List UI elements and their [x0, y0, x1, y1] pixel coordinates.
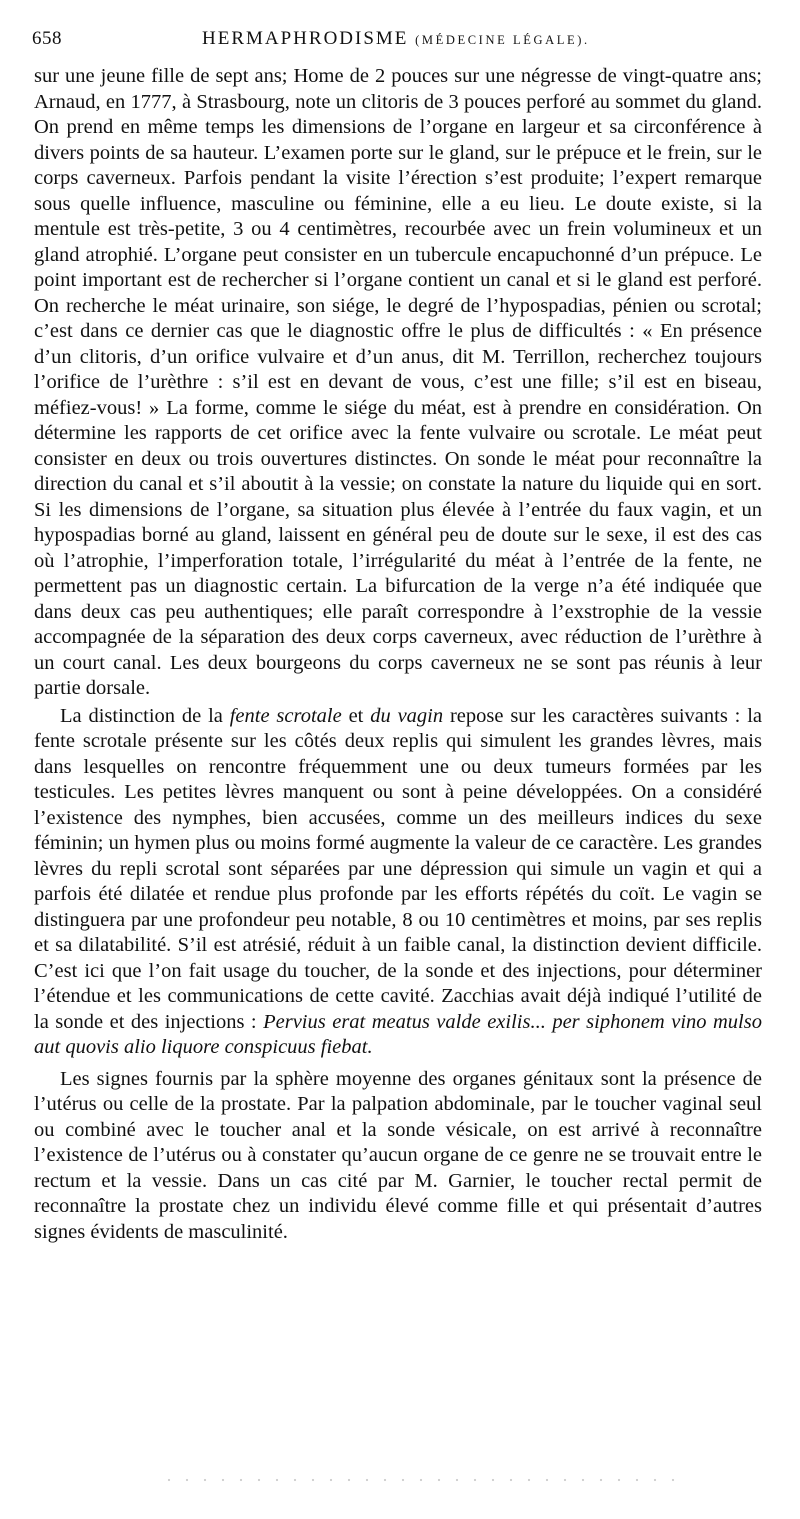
running-title-main: HERMAPHRODISME	[202, 28, 409, 49]
running-title	[202, 28, 590, 50]
print-show-through	[160, 1478, 680, 1482]
text-segment: Les signes fournis par la sphère moyenne des organes génitaux sont la présence de l’utérus ou celle de la prostate. Par la palpation abdominale, par le toucher vaginal seul ou combiné avec le toucher anal et la sonde vésicale, on est arrivé à reconnaître l’existence de l’utérus ou à constater qu’aucun organe de ce genre ne se trouvait entre le rectum et la vessie. Dans un cas cité par M. Garnier, le toucher rectal permit de reconnaître la prostate chez un individu élevé comme fille et qui présentait d’autres signes évidents de masculinité.	[34, 1067, 762, 1243]
body-text	[34, 64, 762, 1245]
paragraph-2	[34, 704, 762, 1061]
running-head	[32, 28, 762, 58]
text-segment: sur une jeune fille de sept ans; Home de 2 pouces sur une négresse de vingt-quatre ans; Arnaud, en 1777, à Strasbourg, note un clitoris de 3 pouces perforé au sommet du gland. On prend en même temps les dimensions de l’organe en largeur et sa circonférence à divers points de sa hauteur. L’examen porte sur le gland, sur le prépuce et le frein, sur le corps caverneux. Parfois pendant la visite l’érection s’est produite; l’expert remarque sous quelle influence, masculine ou féminine, elle a eu lieu. Le doute existe, si la mentule est très-petite, 3 ou 4 centimètres, recourbée avec un frein volumineux et un gland atrophié. L’organe peut consister en un tubercule encapuchonné d’un prépuce. Le point important est de rechercher si l’organe contient un canal et si le gland est perforé. On recherche le méat urinaire, son siége, le degré de l’hypospadias, pénien ou scrotal; c’est dans ce dernier cas que le diagnostic offre le plus de difficultés : « En présence d’un clitoris, d’un orifice vulvaire et d’un anus, dit M. Terrillon, recherchez toujours l’orifice de l’urèthre : s’il est en devant de vous, c’est une fille; s’il est en biseau, méfiez-vous! » La forme, comme le siége du méat, est à prendre en considération. On détermine les rapports de cet orifice avec la fente vulvaire ou scrotale. Le méat peut consister en deux ou trois ouvertures distinctes. On sonde le méat pour reconnaître la direction du canal et s’il aboutit à la vessie; on constate la nature du liquide qui en sort. Si les dimensions de l’organe, sa situation plus élevée à l’entrée du faux vagin, et un hypospadias borné au gland, laissent en général peu de doute sur le sexe, il est des cas où l’atrophie, l’imperforation totale, l’irrégularité du méat à l’entrée de la fente, ne permettent pas un diagnostic certain. La bifurcation de la verge n’a été indiquée que dans deux cas peu authentiques; elle paraît correspondre à l’exstrophie de la vessie accompagnée de la séparation des deux corps caverneux, avec réduction de l’urèthre à un court canal. Les deux bourgeons du corps caverneux ne se sont pas réunis à leur partie dorsale.	[34, 65, 762, 699]
latin-quotation: Pervius erat meatus valde exilis... per siphonem vino mulso aut quovis alio liquore conspicuus fiebat.	[34, 1010, 762, 1058]
text-segment: repose sur les caractères suivants : la fente scrotale présente sur les côtés deux replis qui simulent les grandes lèvres, mais dans lesquelles on rencontre fréquemment une ou deux tumeurs formées par les testicules. Les petites lèvres manquent ou sont à peine développées. On a considéré l’existence des nymphes, bien accusées, comme un des meilleurs indices du sexe féminin; un hymen plus ou moins formé augmente la valeur de ce caractère. Les grandes lèvres du repli scrotal sont séparées par une dépression qui simule un vagin et qui a parfois été dilatée et rendue plus profonde par les efforts répétés du coït. Le vagin se distinguera par une profondeur peu notable, 8 ou 10 centimètres et moins, par ses replis et sa dilatabilité. S’il est atrésié, réduit à un faible canal, la distinction devient difficile. C’est ici que l’on fait usage du toucher, de la sonde et des injections, pour déterminer l’étendue et les communications de cette cavité. Zacchias avait déjà indiqué l’utilité de la sonde et des injections :	[34, 704, 763, 1033]
text-segment: et	[341, 704, 371, 727]
running-title-subtitle: (MÉDECINE LÉGALE).	[415, 33, 590, 47]
italic-term-fente-scrotale: fente scrotale	[229, 704, 342, 727]
italic-term-du-vagin: du vagin	[370, 704, 444, 727]
paragraph-1	[34, 64, 762, 702]
paragraph-3	[34, 1067, 762, 1246]
text-segment: La distinction de la	[60, 704, 230, 727]
page-number: 658	[32, 28, 62, 49]
